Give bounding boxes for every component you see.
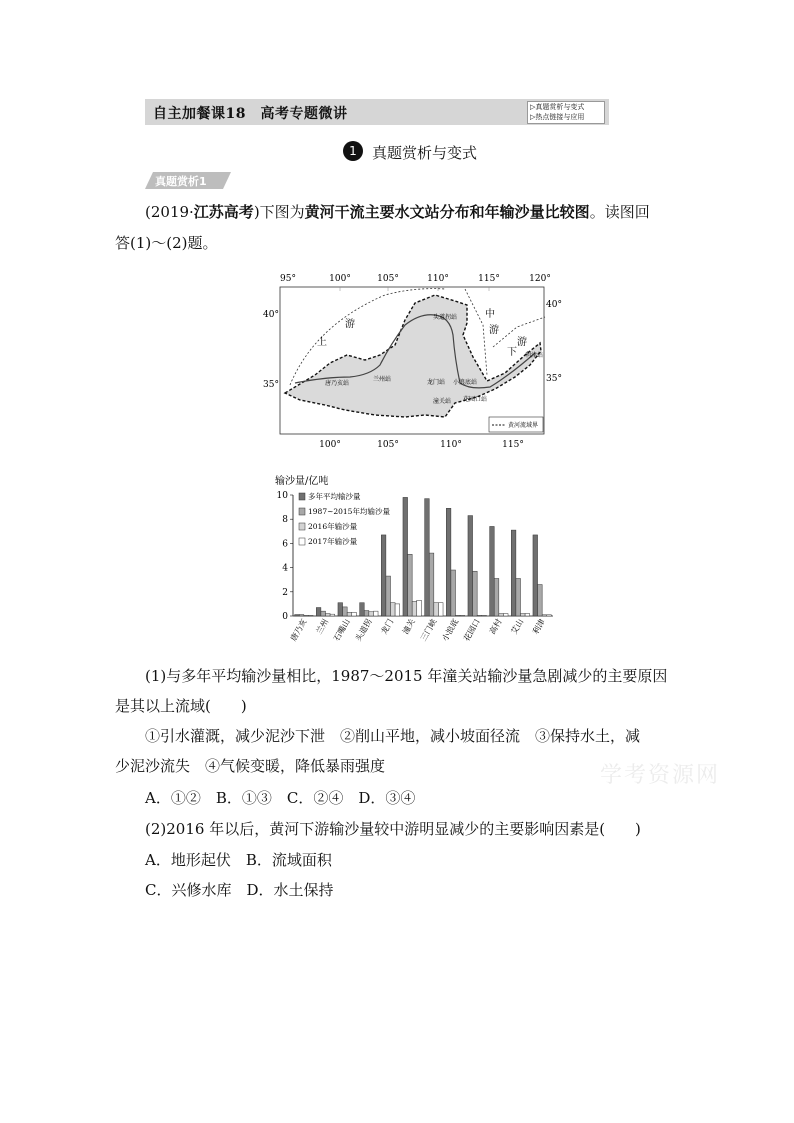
q1-line-2: 是其以上流域( ) <box>115 697 247 715</box>
chart-x-tick-label: 兰州 <box>314 617 331 636</box>
chart-x-tick-label: 三门峡 <box>418 617 439 643</box>
map-lon-top-110: 110° <box>427 274 449 284</box>
chart-bar <box>316 608 321 616</box>
map-lat-right-35: 35° <box>546 374 562 384</box>
map-region-middle-2: 游 <box>489 325 499 336</box>
chart-bar <box>503 614 508 616</box>
chart-bar <box>299 615 304 616</box>
intro-year: (2019· <box>145 203 194 221</box>
chart-bar <box>295 615 300 616</box>
chart-bar <box>456 615 461 616</box>
chart-bar <box>373 611 378 616</box>
chart-ylabel: 输沙量/亿吨 <box>275 476 329 487</box>
chart-bar <box>434 603 439 616</box>
chart-y-tick-label: 6 <box>282 539 288 550</box>
chart-bar <box>347 612 352 616</box>
q2-line-1: (2)2016 年以后，黄河下游输沙量较中游明显减少的主要影响因素是( ) <box>145 820 641 838</box>
chart-bar <box>321 611 326 616</box>
chart-y-tick-label: 2 <box>282 587 288 598</box>
chart-y-tick-label: 0 <box>282 612 288 622</box>
map-lon-top-115: 115° <box>478 274 500 284</box>
chart-bar <box>533 535 538 616</box>
section-number-badge: 1 <box>343 141 363 161</box>
chart-bar <box>364 611 369 616</box>
chart-bar <box>386 576 391 616</box>
chart-legend-label: 2017年输沙量 <box>308 537 358 546</box>
chart-bar <box>395 604 400 616</box>
chart-bar <box>490 526 495 616</box>
chart-bar <box>330 614 335 616</box>
map-station-tongguan: 潼关站 <box>433 398 452 405</box>
tag-label: 真题赏析1 <box>155 175 207 188</box>
chart-x-tick-label: 潼关 <box>401 617 417 636</box>
section-title: 真题赏析与变式 <box>372 144 478 162</box>
question-tag <box>145 172 235 190</box>
map-region-lower-2: 游 <box>517 337 527 348</box>
map-lat-right-40: 40° <box>546 300 562 310</box>
map-station-toudaoguai: 头道拐站 <box>433 314 458 321</box>
q2-options-ab: A．地形起伏 B．流域面积 <box>145 851 332 869</box>
chart-bar <box>338 603 343 616</box>
chart-x-tick-label: 唐乃亥 <box>288 617 309 643</box>
chart-bar <box>304 615 309 616</box>
chart-bar <box>516 578 521 616</box>
lesson-title: 自主加餐课18 高考专题微讲 <box>153 106 348 122</box>
yellow-river-basin-map <box>255 265 562 455</box>
chart-y-tick-label: 10 <box>276 491 288 501</box>
intro-line-2: 答(1)～(2)题。 <box>115 234 218 252</box>
intro-figure-desc: 黄河干流主要水文站分布和年输沙量比较图 <box>304 203 590 221</box>
chart-bar <box>494 578 499 616</box>
chart-bar <box>446 508 451 616</box>
chart-bar <box>343 607 348 616</box>
chart-bar <box>417 600 422 616</box>
chart-x-tick-label: 高村 <box>487 617 504 636</box>
map-station-tangnaihai: 唐乃亥站 <box>325 380 350 387</box>
map-station-huayuankou: 花园口站 <box>463 396 488 403</box>
chart-y-tick-label: 8 <box>282 515 288 526</box>
map-lon-top-100: 100° <box>329 274 351 284</box>
q1-line-1: (1)与多年平均输沙量相比，1987～2015 年潼关站输沙量急剧减少的主要原因 <box>145 667 668 685</box>
watermark-text: 学考资源网 <box>600 763 721 788</box>
chart-bar <box>403 497 408 616</box>
map-lon-bottom-100: 100° <box>319 440 341 450</box>
chart-x-tick-label: 龙门 <box>379 617 396 636</box>
map-station-longmen: 龙门站 <box>427 379 446 386</box>
map-station-xiaolangdi: 小浪底站 <box>453 379 478 386</box>
chart-legend <box>299 491 390 546</box>
chart-bar <box>425 499 430 616</box>
chart-bar <box>468 516 473 616</box>
chart-bar <box>408 554 413 616</box>
map-grid <box>340 287 489 291</box>
chart-legend-swatch <box>299 523 305 530</box>
chart-legend-label: 多年平均输沙量 <box>308 492 361 501</box>
map-lon-top-95: 95° <box>280 274 296 284</box>
map-region-middle-1: 中 <box>485 309 495 320</box>
map-lon-top-105: 105° <box>377 274 399 284</box>
intro-instruction: 。读图回 <box>589 203 650 221</box>
chart-legend-label: 1987~2015年均输沙量 <box>308 507 390 516</box>
chart-x-tick-label: 艾山 <box>509 617 526 636</box>
chart-bar <box>360 603 365 616</box>
chart-bar <box>381 535 386 616</box>
chart-bar <box>308 615 313 616</box>
chart-bar <box>391 603 396 616</box>
chart-legend-swatch <box>299 493 305 500</box>
intro-line-1 <box>145 202 650 222</box>
chart-x-tick-label: 石嘴山 <box>332 617 352 643</box>
chart-x-labels <box>288 617 547 643</box>
map-lon-bottom-115: 115° <box>502 440 524 450</box>
chart-bar <box>521 614 526 616</box>
chart-bar <box>326 614 331 616</box>
chart-bar <box>511 530 516 616</box>
chart-bar <box>482 615 487 616</box>
chart-x-tick-label: 利津 <box>531 617 547 636</box>
q2-options-cd: C．兴修水库 D．水土保持 <box>145 881 334 899</box>
chart-bar <box>438 603 443 616</box>
map-region-upper-1: 上 <box>317 337 327 348</box>
chart-legend-swatch <box>299 538 305 545</box>
chart-y-tick-label: 4 <box>282 563 288 574</box>
map-lon-bottom-110: 110° <box>440 440 462 450</box>
map-region-lower-1: 下 <box>507 347 517 358</box>
chart-x-tick-label: 头道拐 <box>353 617 374 643</box>
map-legend-label: 黄河流域界 <box>508 422 539 429</box>
chart-bar <box>412 601 417 616</box>
chart-bar <box>538 585 543 616</box>
map-lon-bottom-105: 105° <box>377 440 399 450</box>
chart-bar <box>369 612 374 616</box>
lesson-banner <box>145 99 609 125</box>
chart-bar <box>451 570 456 616</box>
chart-x-tick-label: 小浪底 <box>440 617 461 643</box>
q1-line-4: 少泥沙流失 ④气候变暖，降低暴雨强度 <box>115 757 386 775</box>
chart-bar <box>547 615 552 616</box>
chart-bar <box>352 612 357 616</box>
map-lat-left-35: 35° <box>263 380 279 390</box>
chart-x-tick-label: 花园口 <box>462 617 482 643</box>
map-lat-left-40: 40° <box>263 310 279 320</box>
chart-bar <box>525 614 530 616</box>
map-lon-top-120: 120° <box>529 274 551 284</box>
map-station-lanzhou: 兰州站 <box>373 376 392 383</box>
chart-bar <box>429 553 434 616</box>
map-region-upper-2: 游 <box>345 319 355 330</box>
chart-bar <box>499 614 504 616</box>
chart-bar <box>542 615 547 616</box>
basin-boundary <box>285 295 544 417</box>
chart-bar <box>473 571 478 616</box>
banner-link-analysis[interactable]: ▷真题赏析与变式 <box>530 103 585 111</box>
q1-line-3: ①引水灌溉，减少泥沙下泄 ②削山平地，减小坡面径流 ③保持水土，减 <box>145 727 641 745</box>
chart-legend-swatch <box>299 508 305 515</box>
sediment-bar-chart <box>265 470 565 655</box>
chart-bar <box>460 615 465 616</box>
map-station-lijin: 利津站 <box>525 352 544 359</box>
banner-nav-box <box>527 101 605 124</box>
chart-legend-label: 2016年输沙量 <box>308 522 358 531</box>
q1-options: A．①② B．①③ C．②④ D．③④ <box>145 789 416 807</box>
intro-source: 江苏高考 <box>193 203 254 221</box>
chart-bar <box>477 615 482 616</box>
intro-text: )下图为 <box>253 203 305 221</box>
banner-link-hotspot[interactable]: ▷热点链接与应用 <box>530 113 585 121</box>
